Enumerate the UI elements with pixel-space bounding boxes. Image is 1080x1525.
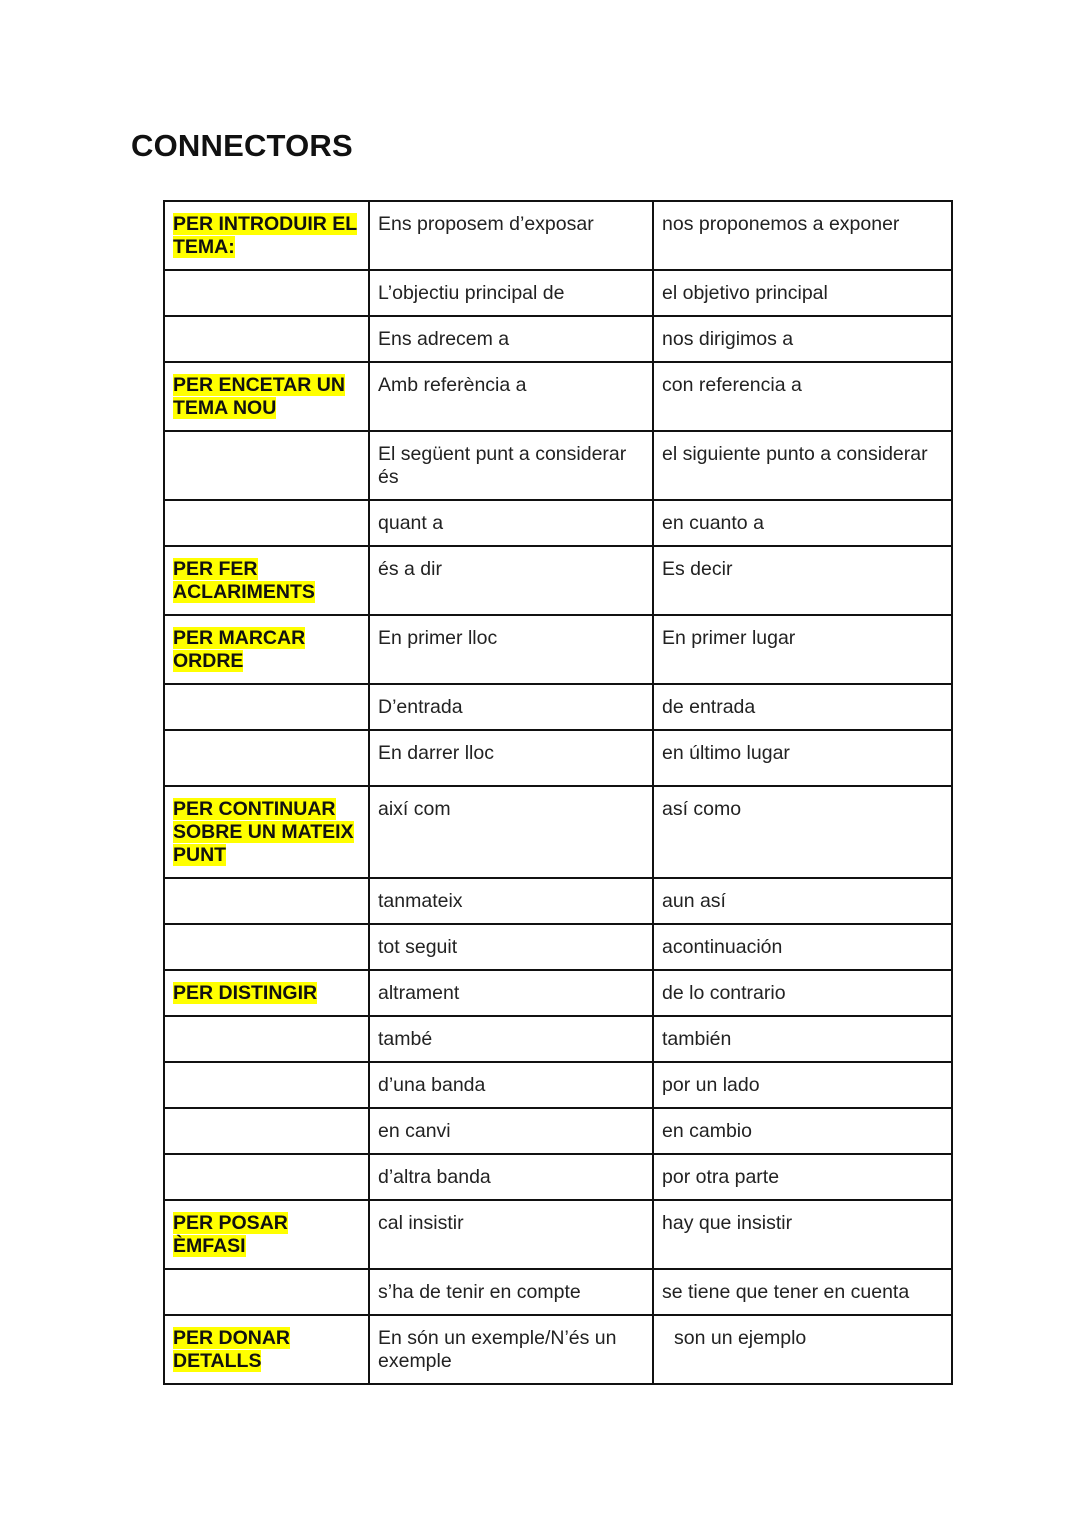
catalan-cell: L’objectiu principal de xyxy=(369,270,653,316)
catalan-cell: Amb referència a xyxy=(369,362,653,431)
spanish-cell: en cuanto a xyxy=(653,500,952,546)
table-row xyxy=(164,878,952,924)
category-cell xyxy=(164,1200,369,1269)
spanish-cell: por otra parte xyxy=(653,1154,952,1200)
table-row xyxy=(164,270,952,316)
category-cell xyxy=(164,1016,369,1062)
catalan-cell: D’entrada xyxy=(369,684,653,730)
catalan-cell: cal insistir xyxy=(369,1200,653,1269)
category-cell xyxy=(164,1315,369,1384)
catalan-cell: així com xyxy=(369,786,653,878)
spanish-cell: en cambio xyxy=(653,1108,952,1154)
table-row xyxy=(164,546,952,615)
spanish-cell: son un ejemplo xyxy=(653,1315,952,1384)
catalan-cell: és a dir xyxy=(369,546,653,615)
spanish-cell: acontinuación xyxy=(653,924,952,970)
category-label: PER ENCETAR UN TEMA NOU xyxy=(173,374,345,419)
category-cell xyxy=(164,924,369,970)
category-label: PER FER ACLARIMENTS xyxy=(173,558,315,603)
page-title: CONNECTORS xyxy=(131,128,353,163)
spanish-cell: el objetivo principal xyxy=(653,270,952,316)
spanish-cell: nos proponemos a exponer xyxy=(653,201,952,270)
table-row xyxy=(164,786,952,878)
catalan-cell: també xyxy=(369,1016,653,1062)
catalan-cell: En són un exemple/N’és un exemple xyxy=(369,1315,653,1384)
spanish-cell: así como xyxy=(653,786,952,878)
category-cell xyxy=(164,1269,369,1315)
catalan-cell: d’altra banda xyxy=(369,1154,653,1200)
spanish-cell: nos dirigimos a xyxy=(653,316,952,362)
table-row xyxy=(164,316,952,362)
table-row xyxy=(164,201,952,270)
category-cell xyxy=(164,684,369,730)
spanish-cell: se tiene que tener en cuenta xyxy=(653,1269,952,1315)
category-label: PER MARCAR ORDRE xyxy=(173,627,306,672)
category-label: PER INTRODUIR EL TEMA: xyxy=(173,213,358,258)
table-row xyxy=(164,1108,952,1154)
table-row xyxy=(164,1154,952,1200)
table-row xyxy=(164,615,952,684)
category-label: PER DONAR DETALLS xyxy=(173,1327,291,1372)
category-label: PER POSAR ÈMFASI xyxy=(173,1212,288,1257)
spanish-cell: también xyxy=(653,1016,952,1062)
catalan-cell: en canvi xyxy=(369,1108,653,1154)
catalan-cell: En darrer lloc xyxy=(369,730,653,786)
table-row xyxy=(164,970,952,1016)
catalan-cell: altrament xyxy=(369,970,653,1016)
catalan-cell: En primer lloc xyxy=(369,615,653,684)
spanish-cell: En primer lugar xyxy=(653,615,952,684)
catalan-cell: d’una banda xyxy=(369,1062,653,1108)
spanish-cell: hay que insistir xyxy=(653,1200,952,1269)
category-label: PER CONTINUAR SOBRE UN MATEIX PUNT xyxy=(173,798,354,866)
category-cell xyxy=(164,615,369,684)
table-row xyxy=(164,1269,952,1315)
category-label: PER DISTINGIR xyxy=(173,982,318,1004)
spanish-cell: aun así xyxy=(653,878,952,924)
spanish-cell: de entrada xyxy=(653,684,952,730)
table-row xyxy=(164,500,952,546)
table-row xyxy=(164,1315,952,1384)
table-row xyxy=(164,730,952,786)
spanish-cell: el siguiente punto a considerar xyxy=(653,431,952,500)
spanish-cell: por un lado xyxy=(653,1062,952,1108)
spanish-cell: Es decir xyxy=(653,546,952,615)
category-cell xyxy=(164,1154,369,1200)
category-cell xyxy=(164,546,369,615)
table-row xyxy=(164,362,952,431)
category-cell xyxy=(164,201,369,270)
table-row xyxy=(164,1062,952,1108)
catalan-cell: tanmateix xyxy=(369,878,653,924)
category-cell xyxy=(164,786,369,878)
category-cell xyxy=(164,878,369,924)
table-row xyxy=(164,684,952,730)
table-row xyxy=(164,1016,952,1062)
table-row xyxy=(164,1200,952,1269)
catalan-cell: s’ha de tenir en compte xyxy=(369,1269,653,1315)
connectors-table xyxy=(163,200,953,1385)
category-cell xyxy=(164,270,369,316)
category-cell xyxy=(164,970,369,1016)
category-cell xyxy=(164,500,369,546)
category-cell xyxy=(164,362,369,431)
catalan-cell: Ens proposem d’exposar xyxy=(369,201,653,270)
category-cell xyxy=(164,316,369,362)
table-row xyxy=(164,924,952,970)
spanish-cell: de lo contrario xyxy=(653,970,952,1016)
category-cell xyxy=(164,730,369,786)
category-cell xyxy=(164,1108,369,1154)
catalan-cell: El següent punt a considerar és xyxy=(369,431,653,500)
catalan-cell: tot seguit xyxy=(369,924,653,970)
category-cell xyxy=(164,431,369,500)
catalan-cell: Ens adrecem a xyxy=(369,316,653,362)
table-row xyxy=(164,431,952,500)
category-cell xyxy=(164,1062,369,1108)
spanish-cell: con referencia a xyxy=(653,362,952,431)
catalan-cell: quant a xyxy=(369,500,653,546)
spanish-cell: en último lugar xyxy=(653,730,952,786)
